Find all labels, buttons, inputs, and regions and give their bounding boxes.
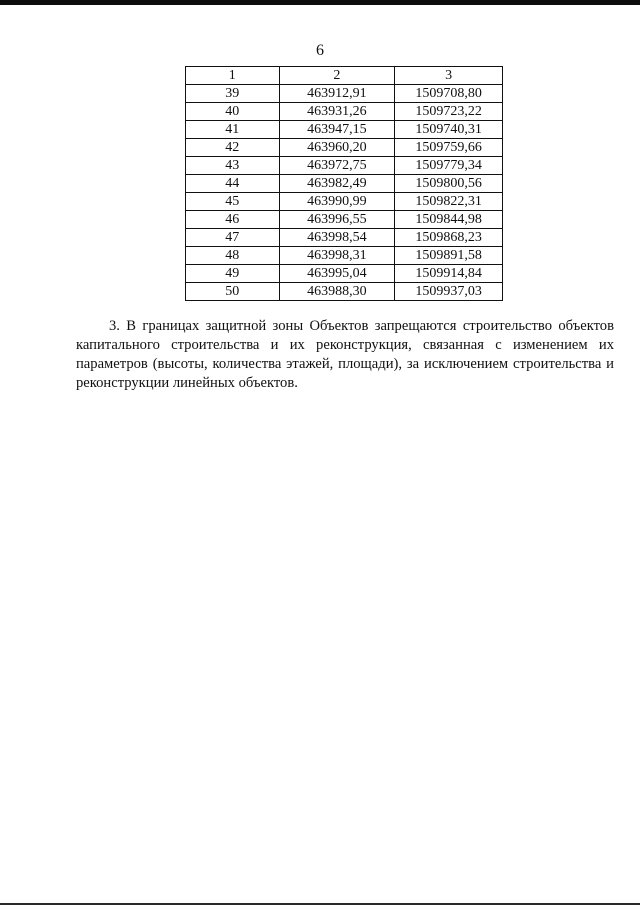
point-number-cell: 45 (186, 193, 280, 211)
point-number-cell: 50 (186, 283, 280, 301)
y-coordinate-cell: 1509800,56 (395, 175, 503, 193)
table-body (186, 85, 503, 301)
y-coordinate-cell: 1509937,03 (395, 283, 503, 301)
table-row (186, 139, 503, 157)
x-coordinate-cell: 463960,20 (279, 139, 395, 157)
point-number-cell: 49 (186, 265, 280, 283)
x-coordinate-cell: 463995,04 (279, 265, 395, 283)
y-coordinate-cell: 1509708,80 (395, 85, 503, 103)
table-row (186, 211, 503, 229)
point-number-cell: 41 (186, 121, 280, 139)
restriction-paragraph: 3. В границах защитной зоны Объектов запрещаются строительство объектов капитального строительства и их реконструкция, связанная с изменением их параметров (высоты, количества этажей, площади), за исключением строительства и реконструкции линейных объектов. (76, 318, 614, 391)
point-number-cell: 39 (186, 85, 280, 103)
y-coordinate-cell: 1509759,66 (395, 139, 503, 157)
x-coordinate-cell: 463998,54 (279, 229, 395, 247)
y-coordinate-cell: 1509891,58 (395, 247, 503, 265)
y-coordinate-cell: 1509822,31 (395, 193, 503, 211)
table-header (186, 67, 503, 85)
column-header: 2 (279, 67, 395, 85)
table-row (186, 103, 503, 121)
table-row (186, 175, 503, 193)
x-coordinate-cell: 463990,99 (279, 193, 395, 211)
column-header: 3 (395, 67, 503, 85)
x-coordinate-cell: 463931,26 (279, 103, 395, 121)
point-number-cell: 42 (186, 139, 280, 157)
x-coordinate-cell: 463996,55 (279, 211, 395, 229)
y-coordinate-cell: 1509740,31 (395, 121, 503, 139)
table-row (186, 157, 503, 175)
point-number-cell: 44 (186, 175, 280, 193)
table-header-row (186, 67, 503, 85)
x-coordinate-cell: 463947,15 (279, 121, 395, 139)
table-row (186, 283, 503, 301)
y-coordinate-cell: 1509868,23 (395, 229, 503, 247)
table-row (186, 193, 503, 211)
x-coordinate-cell: 463982,49 (279, 175, 395, 193)
x-coordinate-cell: 463912,91 (279, 85, 395, 103)
y-coordinate-cell: 1509914,84 (395, 265, 503, 283)
table-row (186, 121, 503, 139)
point-number-cell: 48 (186, 247, 280, 265)
point-number-cell: 47 (186, 229, 280, 247)
column-header: 1 (186, 67, 280, 85)
point-number-cell: 46 (186, 211, 280, 229)
table-row (186, 265, 503, 283)
y-coordinate-cell: 1509844,98 (395, 211, 503, 229)
y-coordinate-cell: 1509723,22 (395, 103, 503, 121)
page-number: 6 (316, 42, 324, 59)
scan-top-edge (0, 0, 640, 5)
point-number-cell: 40 (186, 103, 280, 121)
coordinates-table (185, 66, 503, 301)
table-row (186, 229, 503, 247)
y-coordinate-cell: 1509779,34 (395, 157, 503, 175)
table-row (186, 247, 503, 265)
table-row (186, 85, 503, 103)
x-coordinate-cell: 463972,75 (279, 157, 395, 175)
point-number-cell: 43 (186, 157, 280, 175)
x-coordinate-cell: 463988,30 (279, 283, 395, 301)
x-coordinate-cell: 463998,31 (279, 247, 395, 265)
